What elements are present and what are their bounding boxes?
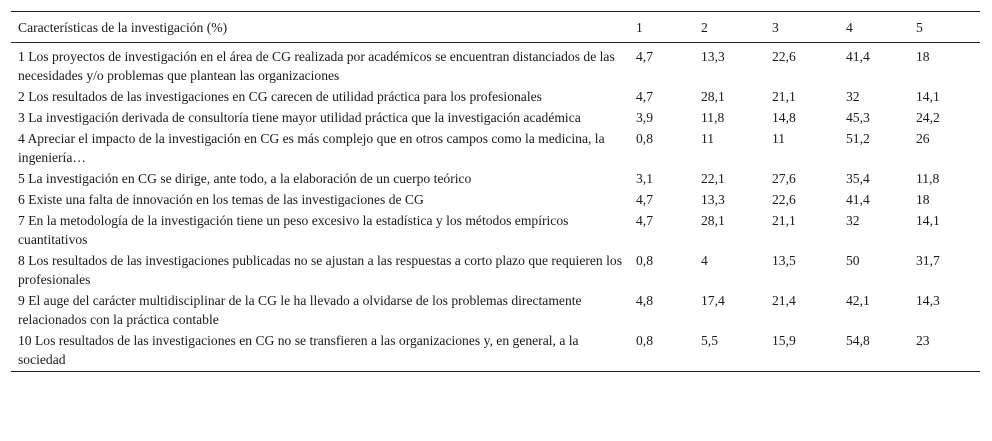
row-value-5: 26 (916, 131, 930, 146)
table-row (11, 190, 980, 211)
row-value-3: 27,6 (772, 171, 796, 186)
row-value-3: 22,6 (772, 192, 796, 207)
header-scale-4: 4 (846, 20, 853, 35)
row-value-5: 18 (916, 192, 930, 207)
row-value-4: 42,1 (846, 293, 870, 308)
row-value-1: 0,8 (636, 131, 653, 146)
row-statement: 10 Los resultados de las investigaciones en CG no se transfieren a las organizaciones y, en general, a la sociedad (18, 333, 579, 367)
row-value-4: 35,4 (846, 171, 870, 186)
row-statement: 7 En la metodología de la investigación tiene un peso excesivo la estadística y los métodos empíricos cuantitativos (18, 213, 569, 247)
header-scale-5: 5 (916, 20, 923, 35)
row-value-1: 0,8 (636, 333, 653, 348)
row-value-1: 4,7 (636, 213, 653, 228)
row-statement: 9 El auge del carácter multidisciplinar de la CG le ha llevado a olvidarse de los problemas directamente relacionados con la práctica contable (18, 293, 582, 327)
row-value-2: 4 (701, 253, 708, 268)
row-statement: 1 Los proyectos de investigación en el área de CG realizada por académicos se encuentran distanciados de las necesidades y/o problemas que plantean las organizaciones (18, 49, 615, 83)
table-row (11, 129, 980, 169)
header-scale-1: 1 (636, 20, 643, 35)
row-statement: 8 Los resultados de las investigaciones publicadas no se ajustan a las respuestas a corto plazo que requieren los profesionales (18, 253, 622, 287)
row-value-3: 11 (772, 131, 786, 146)
research-characteristics-table-wrapper (11, 11, 980, 372)
row-value-1: 4,7 (636, 49, 653, 64)
row-value-3: 21,1 (772, 213, 796, 228)
row-value-2: 11,8 (701, 110, 725, 125)
header-row (11, 12, 980, 43)
row-value-1: 0,8 (636, 253, 653, 268)
row-value-3: 21,1 (772, 89, 796, 104)
row-value-5: 31,7 (916, 253, 940, 268)
table-row (11, 43, 980, 88)
row-value-4: 32 (846, 213, 860, 228)
header-scale-3: 3 (772, 20, 779, 35)
row-value-4: 54,8 (846, 333, 870, 348)
row-value-2: 13,3 (701, 192, 725, 207)
table-header (11, 12, 980, 43)
row-statement: 4 Apreciar el impacto de la investigación en CG es más complejo que en otros campos como la medicina, la ingeniería… (18, 131, 605, 165)
row-statement: 3 La investigación derivada de consultoría tiene mayor utilidad práctica que la investigación académica (18, 110, 581, 125)
row-value-3: 15,9 (772, 333, 796, 348)
table-row (11, 87, 980, 108)
row-value-2: 13,3 (701, 49, 725, 64)
row-value-5: 18 (916, 49, 930, 64)
row-value-2: 11 (701, 131, 715, 146)
row-value-4: 41,4 (846, 49, 870, 64)
row-value-5: 24,2 (916, 110, 940, 125)
row-value-2: 28,1 (701, 213, 725, 228)
table-row (11, 108, 980, 129)
row-value-4: 45,3 (846, 110, 870, 125)
row-value-3: 13,5 (772, 253, 796, 268)
row-value-1: 3,9 (636, 110, 653, 125)
row-value-1: 3,1 (636, 171, 653, 186)
row-value-2: 17,4 (701, 293, 725, 308)
row-statement: 5 La investigación en CG se dirige, ante todo, a la elaboración de un cuerpo teórico (18, 171, 472, 186)
row-value-1: 4,7 (636, 89, 653, 104)
table-row (11, 169, 980, 190)
row-value-4: 51,2 (846, 131, 870, 146)
row-statement: 6 Existe una falta de innovación en los temas de las investigaciones de CG (18, 192, 424, 207)
table-row (11, 251, 980, 291)
research-characteristics-table (11, 11, 980, 372)
row-value-4: 41,4 (846, 192, 870, 207)
header-scale-2: 2 (701, 20, 708, 35)
row-value-5: 14,1 (916, 213, 940, 228)
row-value-2: 28,1 (701, 89, 725, 104)
row-value-2: 22,1 (701, 171, 725, 186)
table-body (11, 43, 980, 372)
row-value-5: 14,1 (916, 89, 940, 104)
table-row (11, 291, 980, 331)
row-value-3: 21,4 (772, 293, 796, 308)
row-value-4: 32 (846, 89, 860, 104)
table-row (11, 211, 980, 251)
row-value-3: 14,8 (772, 110, 796, 125)
row-value-5: 11,8 (916, 171, 940, 186)
table-row (11, 331, 980, 372)
row-value-3: 22,6 (772, 49, 796, 64)
row-value-2: 5,5 (701, 333, 718, 348)
row-value-5: 14,3 (916, 293, 940, 308)
row-value-1: 4,7 (636, 192, 653, 207)
row-statement: 2 Los resultados de las investigaciones en CG carecen de utilidad práctica para los profesionales (18, 89, 542, 104)
header-characteristics: Características de la investigación (%) (18, 20, 228, 35)
row-value-4: 50 (846, 253, 860, 268)
row-value-5: 23 (916, 333, 930, 348)
row-value-1: 4,8 (636, 293, 653, 308)
